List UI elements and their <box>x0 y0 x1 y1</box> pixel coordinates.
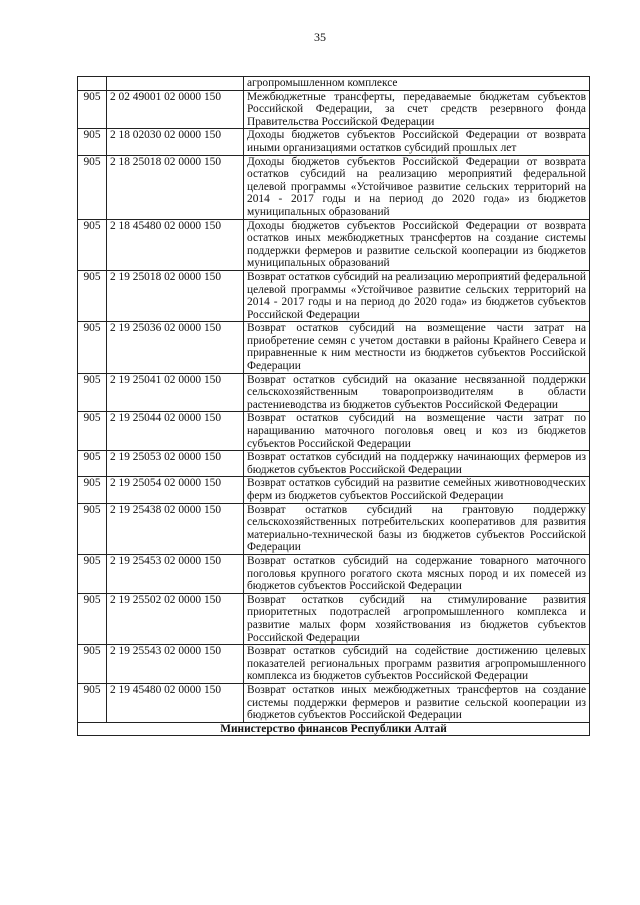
admin-code-cell: 905 <box>78 412 107 451</box>
budget-code-cell: 2 19 25453 02 0000 150 <box>107 554 244 593</box>
table-row <box>78 593 590 644</box>
admin-code-cell: 905 <box>78 477 107 503</box>
description-cell: Возврат остатков субсидий на содержание товарного маточного поголовья крупного рогатого скота мясных пород и их помесей из бюджетов субъектов Российской Федерации <box>244 554 590 593</box>
table-row <box>78 645 590 684</box>
table-row <box>78 412 590 451</box>
admin-code-cell: 905 <box>78 593 107 644</box>
description-cell: Возврат остатков субсидий на содействие достижению целевых показателей региональных программ развития агропромышленного комплекса из бюджетов субъектов Российской Федерации <box>244 645 590 684</box>
table-row <box>78 373 590 412</box>
table-row <box>78 503 590 554</box>
admin-code-cell: 905 <box>78 554 107 593</box>
admin-code-cell: 905 <box>78 373 107 412</box>
table-row <box>78 90 590 129</box>
description-cell: Возврат остатков субсидий на возмещение части затрат по наращиванию маточного поголовья овец и коз из бюджетов субъектов Российской Федерации <box>244 412 590 451</box>
budget-code-cell: 2 19 25041 02 0000 150 <box>107 373 244 412</box>
budget-code-cell: 2 19 25054 02 0000 150 <box>107 477 244 503</box>
description-cell: Доходы бюджетов субъектов Российской Федерации от возврата остатков субсидий на реализацию мероприятий федеральной целевой программы «Устойчивое развитие сельских территорий на 2014 - 2017 годы и на период до 2020 года» из бюджетов муниципальных образований <box>244 155 590 219</box>
description-cell: Возврат остатков субсидий на оказание несвязанной поддержки сельскохозяйственным товаропроизводителям в области растениеводства из бюджетов субъектов Российской Федерации <box>244 373 590 412</box>
admin-code-cell: 905 <box>78 503 107 554</box>
budget-code-cell: 2 19 25053 02 0000 150 <box>107 451 244 477</box>
section-title: Министерство финансов Республики Алтай <box>78 722 590 736</box>
description-cell: Возврат остатков субсидий на развитие семейных животноводческих ферм из бюджетов субъектов Российской Федерации <box>244 477 590 503</box>
page-number: 35 <box>314 30 326 44</box>
table-row <box>78 683 590 722</box>
budget-code-cell: 2 19 45480 02 0000 150 <box>107 683 244 722</box>
description-cell: Возврат остатков субсидий на поддержку начинающих фермеров из бюджетов субъектов Российской Федерации <box>244 451 590 477</box>
admin-code-cell: 905 <box>78 645 107 684</box>
admin-code-cell: 905 <box>78 90 107 129</box>
table-row <box>78 129 590 155</box>
budget-code-cell: 2 18 02030 02 0000 150 <box>107 129 244 155</box>
table-row <box>78 554 590 593</box>
description-cell: Возврат остатков субсидий на грантовую поддержку сельскохозяйственных потребительских кооперативов для развития материально-технической базы из бюджетов субъектов Российской Федерации <box>244 503 590 554</box>
admin-code-cell <box>78 77 107 91</box>
description-cell: Возврат остатков субсидий на реализацию мероприятий федеральной целевой программы «Устойчивое развитие сельских территорий на 2014 - 2017 годы и на период до 2020 года» из бюджетов субъектов Российской Федерации <box>244 270 590 321</box>
admin-code-cell: 905 <box>78 219 107 270</box>
table-row <box>78 219 590 270</box>
table-row <box>78 322 590 373</box>
description-cell: Возврат остатков субсидий на возмещение части затрат на приобретение семян с учетом доставки в районы Крайнего Севера и приравненные к ним местности из бюджетов субъектов Российской Федерации <box>244 322 590 373</box>
budget-code-cell: 2 19 25502 02 0000 150 <box>107 593 244 644</box>
table-row <box>78 155 590 219</box>
budget-code-cell <box>107 77 244 91</box>
description-cell: Доходы бюджетов субъектов Российской Федерации от возврата остатков иных межбюджетных трансфертов на создание системы поддержки фермеров и развитие сельской кооперации из бюджетов муниципальных образований <box>244 219 590 270</box>
admin-code-cell: 905 <box>78 451 107 477</box>
table-row <box>78 77 590 91</box>
budget-code-cell: 2 18 45480 02 0000 150 <box>107 219 244 270</box>
description-cell: агропромышленном комплексе <box>244 77 590 91</box>
table-row <box>78 270 590 321</box>
admin-code-cell: 905 <box>78 155 107 219</box>
budget-code-cell: 2 19 25543 02 0000 150 <box>107 645 244 684</box>
admin-code-cell: 905 <box>78 129 107 155</box>
budget-code-cell: 2 19 25018 02 0000 150 <box>107 270 244 321</box>
description-cell: Возврат остатков субсидий на стимулирование развития приоритетных подотраслей агропромышленного комплекса и развитие малых форм хозяйствования из бюджетов субъектов Российской Федерации <box>244 593 590 644</box>
description-cell: Доходы бюджетов субъектов Российской Федерации от возврата иными организациями остатков субсидий прошлых лет <box>244 129 590 155</box>
table-body <box>78 77 590 723</box>
section-header-row <box>78 722 590 736</box>
admin-code-cell: 905 <box>78 270 107 321</box>
budget-code-cell: 2 19 25044 02 0000 150 <box>107 412 244 451</box>
description-cell: Межбюджетные трансферты, передаваемые бюджетам субъектов Российской Федерации, за счет средств резервного фонда Правительства Российской Федерации <box>244 90 590 129</box>
budget-code-cell: 2 19 25036 02 0000 150 <box>107 322 244 373</box>
description-cell: Возврат остатков иных межбюджетных трансфертов на создание системы поддержки фермеров и развитие сельской кооперации из бюджетов субъектов Российской Федерации <box>244 683 590 722</box>
table-row <box>78 451 590 477</box>
admin-code-cell: 905 <box>78 322 107 373</box>
table-row <box>78 477 590 503</box>
budget-codes-table <box>77 76 590 736</box>
budget-code-cell: 2 18 25018 02 0000 150 <box>107 155 244 219</box>
admin-code-cell: 905 <box>78 683 107 722</box>
budget-code-cell: 2 02 49001 02 0000 150 <box>107 90 244 129</box>
budget-code-cell: 2 19 25438 02 0000 150 <box>107 503 244 554</box>
